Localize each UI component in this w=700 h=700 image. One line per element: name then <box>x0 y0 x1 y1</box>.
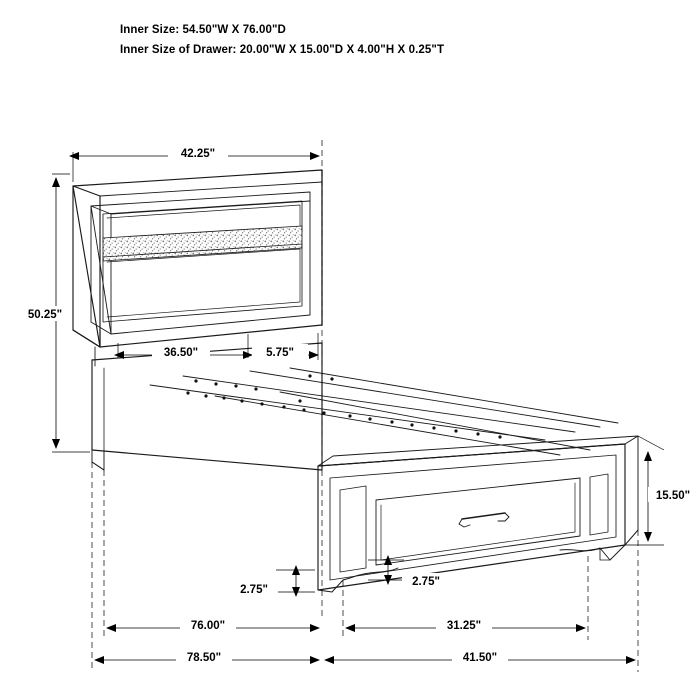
dim-footboard-height: 15.50" <box>655 490 691 502</box>
dim-footboard-overall-depth: 41.50" <box>462 652 498 664</box>
note-inner-size: Inner Size: 54.50"W X 76.00"D <box>120 24 286 36</box>
dim-footboard-depth: 31.25" <box>446 620 482 632</box>
dim-headboard-width: 42.25" <box>180 148 216 160</box>
dim-leg-clearance-left: 2.75" <box>240 584 268 596</box>
dim-headboard-panel-width: 36.50" <box>163 347 199 359</box>
dim-headboard-side-width: 5.75" <box>266 347 294 359</box>
note-inner-size-drawer: Inner Size of Drawer: 20.00"W X 15.00"D X 4.00"H X 0.25"T <box>120 44 445 56</box>
dim-overall-length: 78.50" <box>186 652 222 664</box>
dim-overall-height: 50.25" <box>27 309 63 321</box>
dim-leg-clearance-right: 2.75" <box>412 576 440 588</box>
dim-side-rail-length: 76.00" <box>190 620 226 632</box>
